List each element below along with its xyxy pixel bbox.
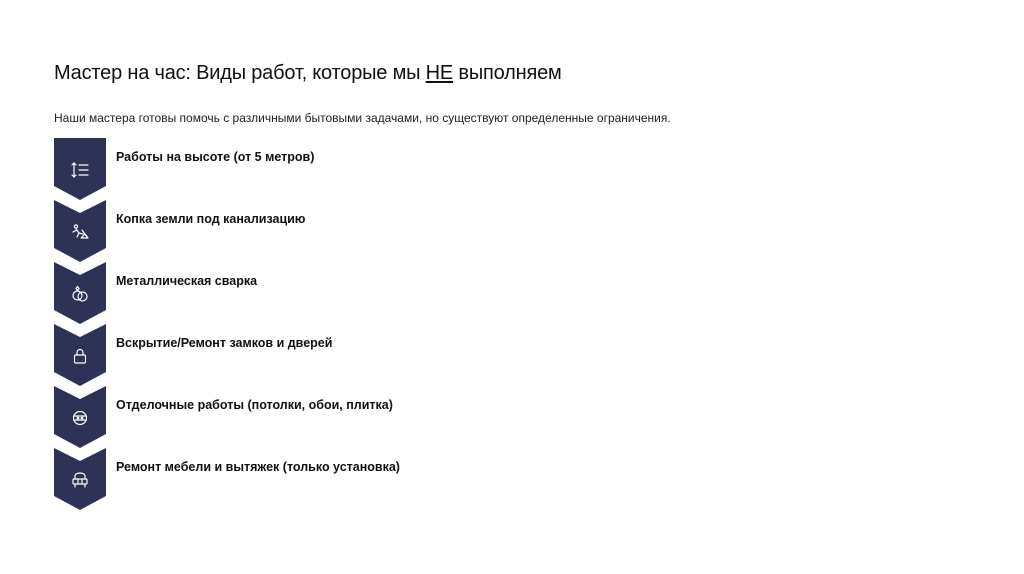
height-icon [70,160,90,180]
title-prefix: Мастер на час: Виды работ, которые мы [54,62,426,84]
chevron-marker [54,448,106,510]
title-emphasis: НЕ [425,62,454,84]
chevron-marker [54,324,106,386]
page-title [54,62,562,85]
restrictions-list [54,138,654,510]
item-label: Копка земли под канализацию [116,212,306,226]
list-item [54,448,654,510]
item-label: Вскрытие/Ремонт замков и дверей [116,336,333,350]
list-item [54,386,654,448]
list-item [54,262,654,324]
item-label: Работы на высоте (от 5 метров) [116,150,315,164]
item-label: Ремонт мебели и вытяжек (только установка) [116,460,400,474]
item-label: Отделочные работы (потолки, обои, плитка) [116,398,393,412]
chevron-marker [54,386,106,448]
page-subtitle: Наши мастера готовы помочь с различными бытовыми задачами, но существуют определенные ограничения. [54,111,671,125]
chevron-marker [54,262,106,324]
digging-icon [70,222,90,242]
paint-roller-icon [70,408,90,428]
item-label: Металлическая сварка [116,274,258,288]
furniture-icon [70,470,90,490]
list-item [54,200,654,262]
chevron-marker [54,138,106,200]
lock-icon [70,346,90,366]
title-suffix: выполняем [453,62,562,84]
chevron-marker [54,200,106,262]
list-item [54,138,654,200]
rings-icon [70,284,90,304]
list-item [54,324,654,386]
